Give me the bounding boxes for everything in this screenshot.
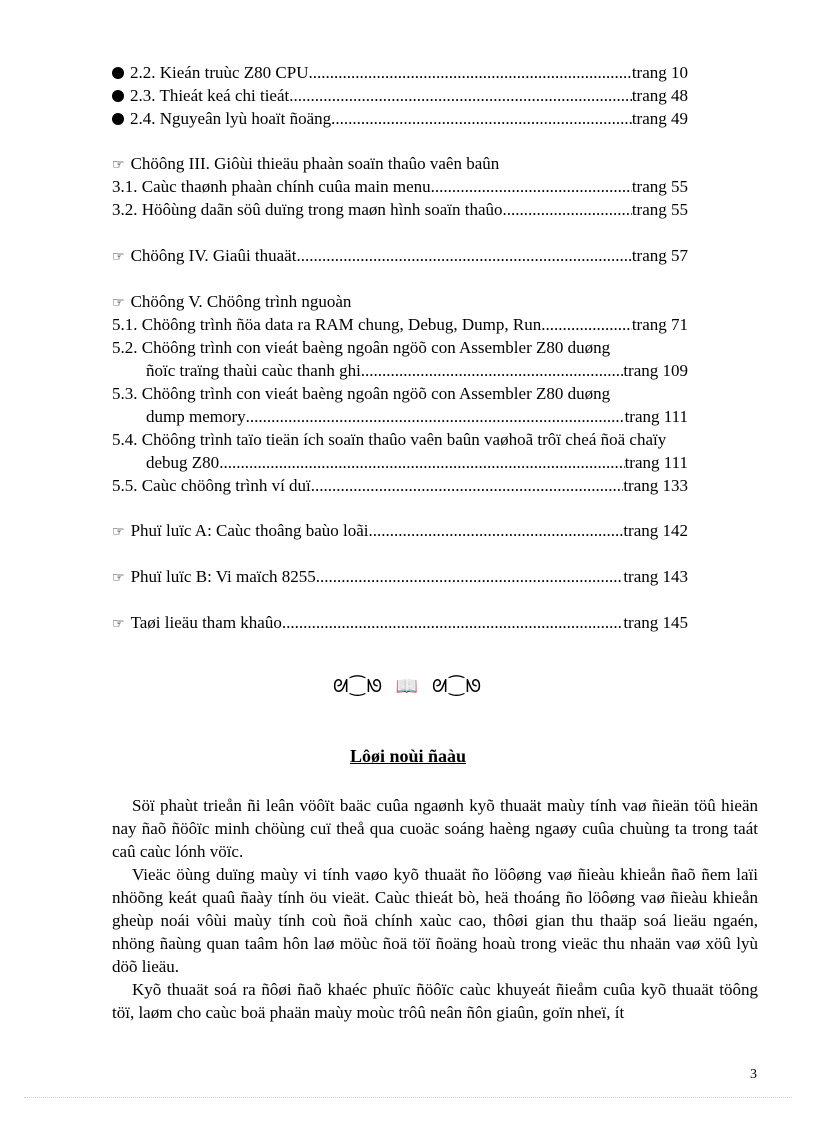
pointing-hand-icon: ☞ (112, 295, 125, 311)
toc-entry-continuation (146, 360, 688, 382)
toc-chapter-heading (112, 153, 499, 176)
toc-appendix (112, 566, 688, 589)
toc-entry-label: dump memory (146, 407, 246, 426)
dot-leader (219, 452, 624, 474)
scroll-ornament-icon: ᘛ⁐ᘚ (332, 676, 385, 697)
pointing-hand-icon: ☞ (112, 524, 125, 540)
toc-page-ref: trang 133 (623, 476, 688, 495)
toc-chapter-label: Chöông V. Chöông trình nguoàn (130, 292, 352, 311)
pointing-hand-icon: ☞ (112, 616, 125, 632)
section-title: Lôøi noùi ñaàu (349, 746, 467, 766)
dot-leader (335, 108, 631, 130)
scroll-ornament-icon: ᘛ⁐ᘚ (431, 676, 484, 697)
dot-leader (311, 475, 624, 497)
pointing-hand-icon: ☞ (112, 249, 125, 265)
ornament-divider (0, 676, 816, 697)
toc-entry-label: Taøi lieäu tham khaûo. (130, 613, 287, 632)
toc-entry-label: ñoïc traïng thaùi caùc thanh ghi (146, 361, 361, 380)
dot-leader (503, 199, 632, 221)
toc-entry-label: Phuï luïc B: Vi maïch 8255. (130, 567, 321, 586)
footer-divider (24, 1097, 792, 1098)
toc-entry-label: 3.2. Höôùng daãn söû duïng trong maøn hình soaïn thaûo (112, 200, 503, 219)
dot-leader (361, 360, 624, 382)
dot-leader (246, 406, 625, 428)
toc-entry-label: 2.4. Nguyeân lyù hoaït ñoäng. (130, 109, 336, 128)
toc-page-ref: trang 10 (631, 63, 688, 82)
paragraph: Kyõ thuaät soá ra ñôøi ñaõ khaéc phuïc ñöôïc caùc khuyeát ñieåm cuûa kyõ thuaät töông töï, laøm cho caùc boä phaän maùy moùc trôû neân ñôn giaûn, goïn nheï, ít (112, 980, 758, 1022)
toc-entry-first-line (112, 383, 610, 405)
toc-page-ref: trang 142 (623, 521, 688, 540)
toc-entry-label: 2.3. Thieát keá chi tieát. (130, 86, 294, 105)
toc-chapter-label: Chöông IV. Giaûi thuaät (130, 246, 297, 265)
dot-leader (296, 245, 631, 267)
toc-entry (112, 62, 688, 84)
toc-entry-label: 2.2. Kieán truùc Z80 CPU (130, 63, 309, 82)
toc-page-ref: trang 57 (631, 246, 688, 265)
toc-chapter-heading (112, 291, 351, 314)
toc-entry (112, 85, 688, 107)
dot-leader (320, 566, 623, 588)
toc-entry-continuation (146, 406, 688, 428)
toc-appendix (112, 520, 688, 543)
bullet-icon (112, 113, 124, 125)
paragraph: Vieäc öùng duïng maùy vi tính vaøo kyõ thuaät ño löôøng vaø ñieàu khieån ñaõ ñem laïi nhöõng keát quaû ñaày tính öu vieät. Caùc thieát bò, heä thoáng ño löôøng vaø ñieàu khieån gheùp noái vôùi maùy tính coù ñoä chính xaùc cao, thôøi gian thu thaäp soá lieäu ngaén, nhöng ñaùng quan taâm hôn laø möùc ñoä töï ñoäng hoaù trong vieäc thu nhaän vaø xöû lyù döõ lieäu. (112, 865, 758, 976)
toc-references (112, 612, 688, 635)
toc-entry-label: 5.4. Chöông trình taïo tieän ích soaïn thaûo vaên baûn vaøhoã trôï cheá ñoä chaïy (112, 430, 667, 449)
dot-leader (431, 176, 632, 198)
toc-entry (112, 314, 688, 336)
toc-page-ref: trang 143 (623, 567, 688, 586)
page-number: 3 (750, 1067, 757, 1082)
paragraph: Söï phaùt trieån ñi leân vöôït baäc cuûa ngaønh kyõ thuaät maùy tính vaø ñieän töû hieän nay ñaõ ñöôïc minh chöùng cuï theå qua cuoäc soáng haèng ngaøy cuûa chuùng ta trong taát caû caùc lónh vöïc. (112, 796, 758, 861)
toc-entry (112, 475, 688, 497)
toc-page-ref: trang 55 (631, 177, 688, 196)
toc-page-ref: trang 55 (631, 200, 688, 219)
dot-leader (541, 314, 632, 336)
dot-leader (293, 85, 631, 107)
toc-entry-label: 3.1. Caùc thaønh phaàn chính cuûa main menu (112, 177, 431, 196)
toc-page-ref: trang 145 (623, 613, 688, 632)
dot-leader (286, 612, 623, 634)
toc-page-ref: trang 111 (624, 407, 688, 426)
dot-leader (373, 520, 624, 542)
toc-chapter-label: Chöông III. Giôùi thieäu phaàn soaïn thaûo vaên baûn (130, 154, 500, 173)
pointing-hand-icon: ☞ (112, 570, 125, 586)
toc-page-ref: trang 48 (631, 86, 688, 105)
toc-chapter-heading (112, 245, 688, 268)
book-icon: 📖 (395, 676, 421, 697)
toc-entry-label: 5.5. Caùc chöông trình ví duï (112, 476, 311, 495)
bullet-icon (112, 90, 124, 102)
toc-entry (112, 199, 688, 221)
toc-entry-label: 5.1. Chöông trình ñöa data ra RAM chung, Debug, Dump, Run (112, 315, 542, 334)
toc-page-ref: trang 109 (623, 361, 688, 380)
toc-entry-label: 5.3. Chöông trình con vieát baèng ngoân ngöõ con Assembler Z80 duøng (112, 384, 611, 403)
toc-entry-first-line (112, 429, 666, 451)
toc-entry-first-line (112, 337, 610, 359)
bullet-icon (112, 67, 124, 79)
toc-entry-continuation (146, 452, 688, 474)
pointing-hand-icon: ☞ (112, 157, 125, 173)
toc-entry (112, 176, 688, 198)
toc-entry-label: 5.2. Chöông trình con vieát baèng ngoân ngöõ con Assembler Z80 duøng (112, 338, 611, 357)
dot-leader (308, 62, 631, 84)
toc-page-ref: trang 111 (624, 453, 688, 472)
toc-entry-label: Phuï luïc A: Caùc thoâng baùo loãi. (130, 521, 373, 540)
toc-entry (112, 108, 688, 130)
toc-page-ref: trang 49 (631, 109, 688, 128)
toc-entry-label: debug Z80 (146, 453, 220, 472)
toc-page-ref: trang 71 (631, 315, 688, 334)
